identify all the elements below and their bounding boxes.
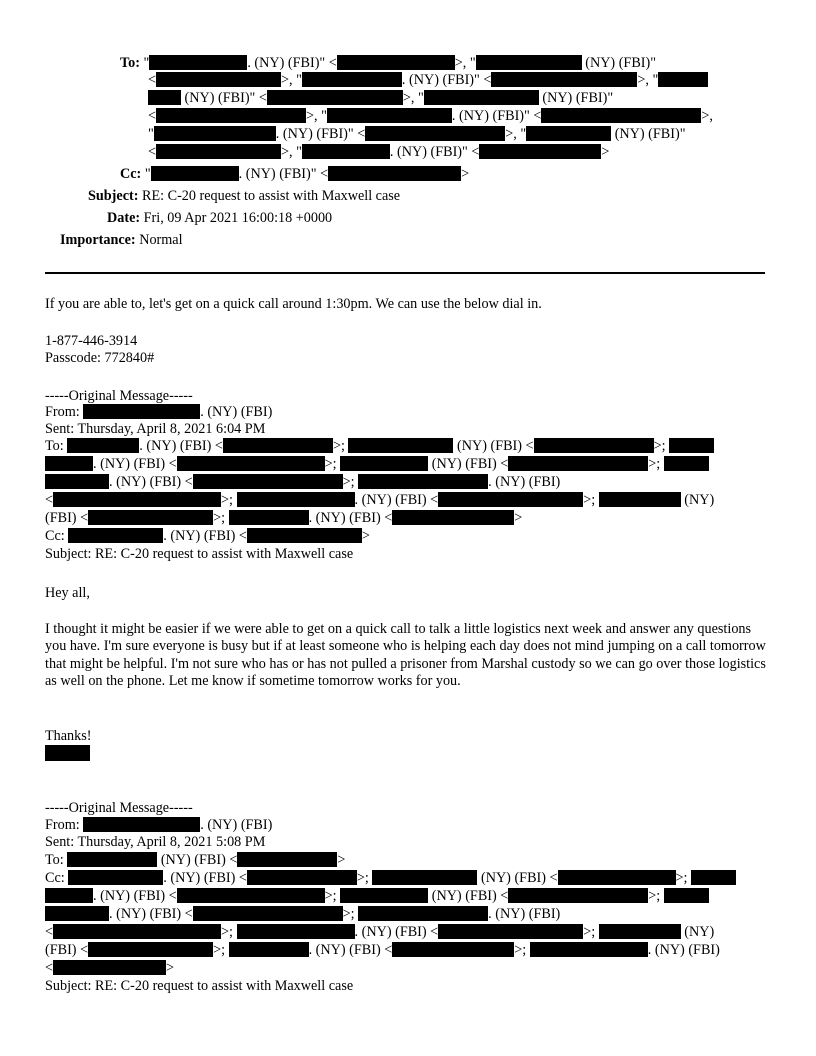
redaction [149, 55, 247, 70]
redaction [424, 90, 539, 105]
redaction [67, 438, 139, 453]
body-line-1: If you are able to, let's get on a quick call around 1:30pm. We can use the below dial in. [45, 296, 542, 312]
redaction [669, 438, 714, 453]
redaction [67, 852, 157, 867]
message-paragraph: I thought it might be easier if we were able to get on a quick call to talk a little logistics next week and answer any questions you have. I'm sure everyone is busy but if at least someone who is helping each day does not mind jumping on a call tomorrow that might be helpful. I'm not sure who has or has not pulled a prisoner from Marshal custody so we can go over those logistics as well on the phone. Let me know if sometime tomorrow works for you. [45, 621, 766, 690]
to-line-5: " . (NY) (FBI)" < >, " (NY) (FBI)" [148, 126, 686, 142]
redaction [328, 166, 461, 181]
dial-in-number: 1-877-446-3914 [45, 333, 138, 349]
redaction [534, 438, 654, 453]
signature-redaction [45, 745, 90, 763]
redaction [68, 870, 163, 885]
redaction [53, 924, 221, 939]
redaction [156, 144, 281, 159]
redaction [151, 166, 239, 181]
date-line [107, 210, 332, 227]
redaction [53, 492, 221, 507]
to-line-4: < >; . (NY) (FBI) < >; (NY) [45, 492, 715, 508]
redaction [508, 456, 648, 471]
redaction [148, 90, 181, 105]
to-line-5: (FBI) < >; . (NY) (FBI) < > [45, 510, 523, 526]
sign-off: Thanks! [45, 728, 92, 744]
header-divider [45, 272, 765, 274]
importance-line [60, 232, 183, 249]
redaction [267, 90, 403, 105]
redaction [154, 126, 276, 141]
redaction [83, 404, 200, 419]
redaction [45, 745, 90, 761]
redaction [156, 72, 281, 87]
redaction [45, 888, 93, 903]
redaction [177, 888, 325, 903]
redaction [599, 492, 681, 507]
importance-label: Importance: [60, 232, 136, 248]
redaction [365, 126, 505, 141]
subject-label: Subject: [88, 188, 139, 204]
redaction [83, 817, 200, 832]
to-line-1: To: " . (NY) (FBI)" < >, " (NY) (FBI)" [120, 55, 657, 71]
redaction [247, 870, 357, 885]
redaction [358, 906, 488, 921]
redaction [526, 126, 611, 141]
redaction [438, 492, 583, 507]
to-line-2: < >, " . (NY) (FBI)" < >, " [148, 72, 708, 89]
redaction [88, 510, 213, 525]
redaction [229, 942, 309, 957]
to-line: To: (NY) (FBI) < > [45, 852, 346, 868]
subject-line: Subject: RE: C-20 request to assist with Maxwell case [45, 546, 354, 562]
sent-line: Sent: Thursday, April 8, 2021 6:04 PM [45, 421, 266, 437]
cc-line: Cc: " . (NY) (FBI)" < > [120, 166, 470, 182]
redaction [491, 72, 637, 87]
redaction [223, 438, 333, 453]
cc-label: Cc: [120, 166, 142, 182]
redaction [541, 108, 701, 123]
redaction [302, 72, 402, 87]
redaction [558, 870, 676, 885]
redaction [664, 888, 709, 903]
to-line-3: (NY) (FBI)" < >, " (NY) (FBI)" [148, 90, 613, 107]
redaction [476, 55, 582, 70]
subject-line: Subject: RE: C-20 request to assist with Maxwell case [45, 978, 354, 994]
original-message-marker: -----Original Message----- [45, 388, 193, 404]
redaction [372, 870, 477, 885]
to-line-6: < >, " . (NY) (FBI)" < > [148, 144, 610, 160]
redaction [392, 510, 514, 525]
redaction [530, 942, 648, 957]
redaction [229, 510, 309, 525]
sent-line: Sent: Thursday, April 8, 2021 5:08 PM [45, 834, 266, 850]
date-value: Fri, 09 Apr 2021 16:00:18 +0000 [143, 210, 333, 226]
cc-line-2: . (NY) (FBI) < >; (NY) (FBI) < >; [45, 888, 709, 905]
cc-line-1: Cc: . (NY) (FBI) < >; (NY) (FBI) < >; [45, 870, 736, 887]
to-line-2: . (NY) (FBI) < >; (NY) (FBI) < >; [45, 456, 709, 473]
redaction [340, 888, 428, 903]
redaction [691, 870, 736, 885]
from-line: From: . (NY) (FBI) [45, 404, 273, 420]
cc-line-3: . (NY) (FBI) < >; . (NY) (FBI) [45, 906, 560, 923]
redaction [302, 144, 390, 159]
redaction [599, 924, 681, 939]
redaction [358, 474, 488, 489]
redaction [156, 108, 306, 123]
redaction [479, 144, 601, 159]
to-label: To: [120, 55, 140, 71]
to-line-1: To: . (NY) (FBI) < >; (NY) (FBI) < >; [45, 438, 714, 455]
importance-value: Normal [139, 232, 183, 248]
redaction [327, 108, 452, 123]
dial-in-passcode: Passcode: 772840# [45, 350, 155, 366]
cc-line: Cc: . (NY) (FBI) < > [45, 528, 370, 544]
redaction [348, 438, 453, 453]
redaction [392, 942, 514, 957]
redaction [88, 942, 213, 957]
redaction [340, 456, 428, 471]
from-line: From: . (NY) (FBI) [45, 817, 273, 833]
redaction [68, 528, 163, 543]
redaction [664, 456, 709, 471]
cc-line-6: < > [45, 960, 175, 976]
redaction [438, 924, 583, 939]
redaction [247, 528, 362, 543]
to-line-4: < >, " . (NY) (FBI)" < >, [148, 108, 713, 124]
redaction [658, 72, 708, 87]
cc-line-4: < >; . (NY) (FBI) < >; (NY) [45, 924, 715, 940]
redaction [193, 906, 343, 921]
to-line-3: . (NY) (FBI) < >; . (NY) (FBI) [45, 474, 560, 491]
date-label: Date: [107, 210, 141, 226]
subject-line [88, 188, 400, 205]
redaction [237, 924, 355, 939]
redaction [45, 474, 109, 489]
subject-value: RE: C-20 request to assist with Maxwell case [142, 188, 401, 204]
redaction [177, 456, 325, 471]
redaction [45, 906, 109, 921]
cc-line-5: (FBI) < >; . (NY) (FBI) < >; . (NY) (FBI) [45, 942, 720, 958]
redaction [508, 888, 648, 903]
redaction [193, 474, 343, 489]
greeting: Hey all, [45, 585, 90, 601]
redaction [237, 852, 337, 867]
redaction [53, 960, 166, 975]
redaction [45, 456, 93, 471]
original-message-marker: -----Original Message----- [45, 800, 193, 816]
redaction [237, 492, 355, 507]
redaction [337, 55, 455, 70]
